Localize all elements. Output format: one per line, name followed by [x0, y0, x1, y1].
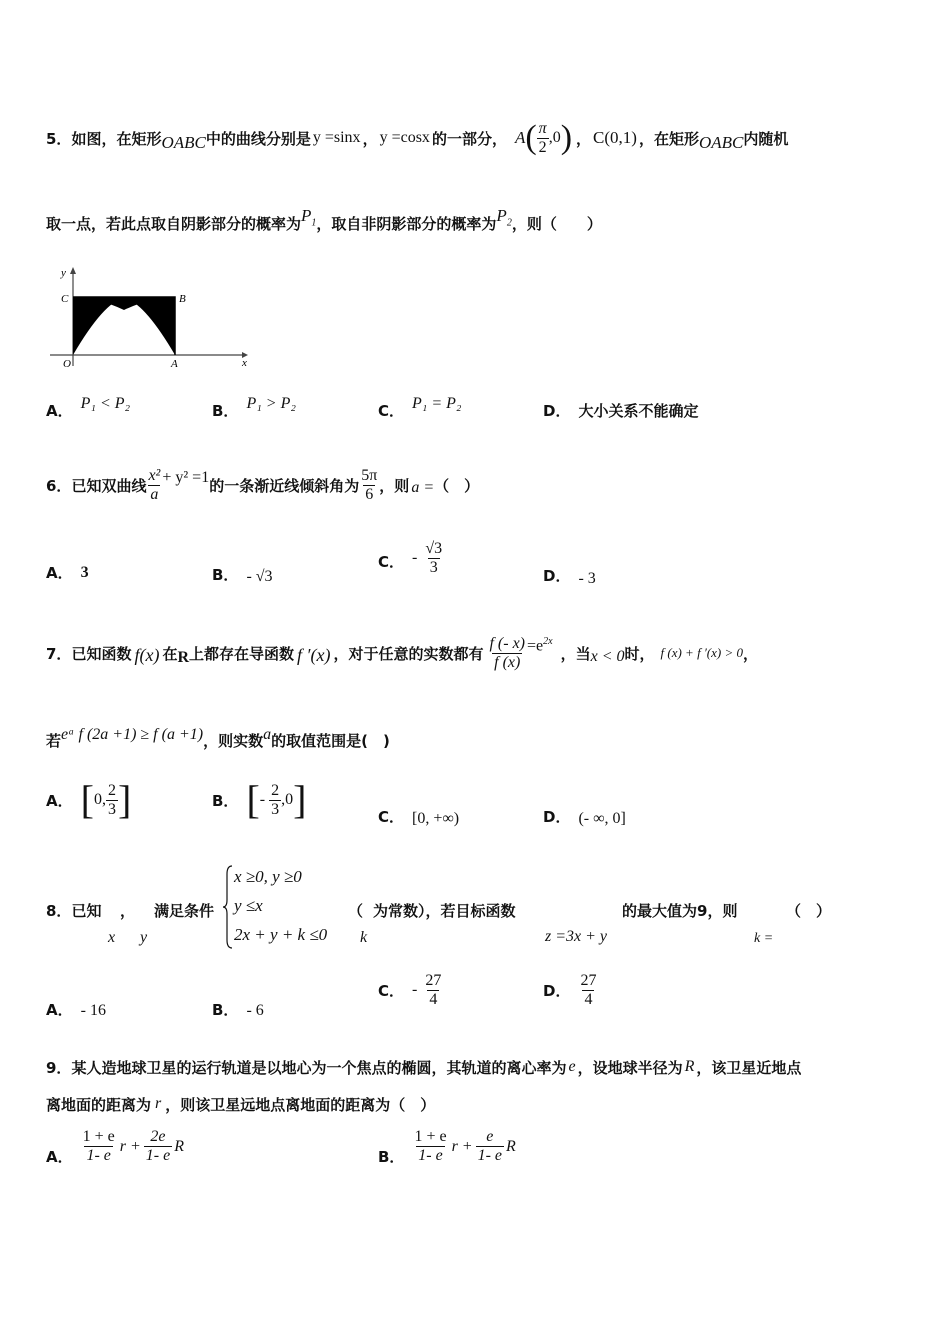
- q5-line2-b: ，取自非阴影部分的概率为: [316, 214, 497, 233]
- q7-line2: [46, 722, 390, 758]
- q5-point-c: C(0,1): [593, 128, 637, 147]
- q8-z: z =3x + y: [545, 928, 608, 945]
- q7-option-c[interactable]: C． [0, +∞): [378, 807, 460, 827]
- q6-x2-over-a: $\frac{\text{x²}}{a}$: [148, 466, 161, 503]
- q9-e: e: [568, 1058, 576, 1075]
- q7-text-6: 时，: [624, 644, 655, 663]
- q5-line1: [46, 118, 788, 158]
- q8-sep: ，: [120, 902, 136, 920]
- q9-l2-a: 离地面的距离为: [46, 1095, 152, 1114]
- q6-text-2: 的一条渐近线倾斜角为: [209, 476, 360, 495]
- q9-r-small: r: [155, 1095, 162, 1112]
- q5-text-4: ，在矩形: [638, 129, 699, 148]
- q9-option-b[interactable]: B． $\frac{1 + e}{1- e}$ r + $\frac{e}{1- e}$ R: [378, 1128, 516, 1166]
- q5-sep: ，: [362, 129, 378, 148]
- q6-5pi-over-6: $\frac{5\pi}{6}$: [361, 466, 378, 503]
- q7-exp: $=e^{2x}$: [527, 636, 553, 655]
- q7-text-5: ，当: [560, 644, 591, 663]
- q5-oabc: OABC: [161, 133, 206, 152]
- q7-option-b[interactable]: B． [ - $\frac{2}{3}$ ,0 ]: [212, 777, 307, 822]
- q7-line1: [46, 622, 758, 684]
- q9-line2: [46, 1091, 435, 1117]
- label-c: C: [61, 293, 69, 305]
- q7-ineq: f (x) + f ′(x) > 0: [660, 645, 743, 660]
- q7-number: 7．: [46, 644, 72, 663]
- q5-option-a[interactable]: A． P₁ < P₂: [46, 394, 131, 420]
- q6-text-3: ，则: [379, 476, 410, 495]
- q7-cond: x < 0: [590, 648, 625, 665]
- q5-cos: y =cosx: [379, 129, 430, 146]
- q8-number: 8．已知: [46, 902, 102, 920]
- q7-text-4: ，对于任意的实数都有: [333, 644, 484, 663]
- q9-l1-b: ，设地球半径为: [577, 1058, 683, 1077]
- q6-option-c[interactable]: C． - $\frac{√3}{3}$: [378, 540, 443, 576]
- q5-text-5: 内随机: [743, 129, 789, 148]
- q5-text-1: 如图，在矩形: [71, 129, 162, 148]
- q8-x: x: [108, 929, 116, 946]
- q8-cond-3: 2x + y + k ≤0: [234, 925, 328, 944]
- q9-number: 9．: [46, 1058, 72, 1077]
- y-axis-arrow: [70, 267, 76, 274]
- q5-line2-a: 取一点，若此点取自阴影部分的概率为: [46, 214, 302, 233]
- q7-fpx: f ′(x): [297, 644, 331, 665]
- q9-l1-a: 某人造地球卫星的运行轨道是以地心为一个焦点的椭圆，其轨道的离心率为: [71, 1058, 567, 1077]
- q7-text-3: 上都存在导函数: [189, 644, 295, 663]
- q8-option-b[interactable]: B． - 6: [212, 1000, 264, 1019]
- q7-l2-b: ，则实数: [203, 731, 264, 750]
- q5-option-d[interactable]: D． 大小关系不能确定: [543, 402, 699, 420]
- q8-text-5: 的最大值为9，则: [622, 902, 738, 920]
- q9-option-a[interactable]: A． $\frac{1 + e}{1- e}$ r + $\frac{2e}{1- e}$ R: [46, 1128, 184, 1166]
- q7-option-d[interactable]: D． (- ∞, 0]: [543, 807, 626, 827]
- q5-point-a: A: [514, 128, 526, 147]
- q7-fx: f(x): [134, 644, 160, 665]
- q6-text-4: （ ）: [434, 476, 480, 495]
- q7-frac: $\frac{f (- x)}{f (x)}$: [489, 634, 525, 671]
- q5-option-b[interactable]: B． P₁ > P₂: [212, 394, 296, 420]
- q5-zero: ,0: [548, 129, 561, 146]
- q8-text-2: 满足条件: [154, 902, 215, 920]
- q5-option-c[interactable]: C． P₁ = P₂: [378, 394, 462, 420]
- q5-p2: $P_2$: [496, 205, 512, 229]
- q5-p1: $P_1$: [301, 205, 317, 229]
- q6-option-b[interactable]: B． - √3: [212, 565, 273, 585]
- q7-text-7: ，: [742, 644, 758, 663]
- label-a: A: [171, 358, 178, 370]
- q7-l2-var: a: [263, 726, 272, 743]
- q6-c-frac: $\frac{√3}{3}$: [425, 540, 443, 576]
- label-b: B: [179, 293, 186, 305]
- q6-option-d[interactable]: D． - 3: [543, 566, 596, 587]
- q5-figure: [44, 262, 254, 374]
- q8-cond-1: x ≥0, y ≥0: [234, 867, 302, 886]
- q9-r-big: R: [684, 1058, 695, 1075]
- q8-k: k: [360, 929, 368, 946]
- q5-pi-over-2: $\frac{\pi}{2}$: [538, 119, 547, 156]
- q7-l2-a: 若: [46, 731, 62, 750]
- q8-option-d[interactable]: D． $\frac{27}{4}$: [543, 972, 597, 1008]
- q8-y: y: [140, 929, 148, 946]
- q8-system: [234, 862, 327, 949]
- q6-a-eq: a =: [411, 479, 435, 496]
- label-y: y: [61, 267, 66, 279]
- q8-option-a[interactable]: A． - 16: [46, 1000, 106, 1019]
- q5-paren-right: ): [560, 119, 573, 156]
- q5-sin: y =sinx: [312, 129, 361, 146]
- q5-comma: ，: [576, 129, 592, 148]
- q8-cond-2: y ≤x: [234, 896, 263, 915]
- q6-rest: + y² =1: [162, 469, 210, 486]
- q8-k-eq: k =: [754, 931, 774, 946]
- q7-text-1: 已知函数: [71, 644, 132, 663]
- q9-l1-c: ，该卫星近地点: [696, 1058, 802, 1077]
- label-x: x: [242, 357, 247, 369]
- q5-text-3: 的一部分，: [431, 129, 507, 148]
- label-o: O: [63, 358, 71, 370]
- q8-option-c[interactable]: C． - $\frac{27}{4}$: [378, 972, 442, 1008]
- q8-paren-open: （: [348, 902, 364, 920]
- q9-l2-b: ，则该卫星远地点离地面的距离为（ ）: [165, 1095, 436, 1114]
- q5-oabc-2: OABC: [698, 133, 744, 152]
- q8-text-4: 为常数），若目标函数: [373, 902, 516, 920]
- q7-l2-c: 的取值范围是( ): [271, 731, 390, 750]
- q9-line1: [46, 1054, 801, 1080]
- q7-option-a[interactable]: A． [ 0, $\frac{2}{3}$ ]: [46, 777, 132, 822]
- q5-line2-c: ，则（ ）: [511, 214, 602, 233]
- q5-line2: [46, 205, 602, 241]
- q5-text-2: 中的曲线分别是: [205, 129, 311, 148]
- q7-r: R: [177, 649, 190, 666]
- q8-brace: [222, 864, 234, 950]
- q5-number: 5．: [46, 129, 72, 148]
- q7-text-2: 在: [162, 644, 178, 663]
- q6-line: [46, 457, 479, 513]
- q5-paren-left: (: [525, 119, 537, 156]
- q6-text-1: 已知双曲线: [71, 476, 147, 495]
- q6-number: 6．: [46, 476, 72, 495]
- q7-l2-ineq: eᵃ f (2a +1) ≥ f (a +1): [61, 726, 204, 743]
- q8-text-6: （ ）: [786, 902, 832, 920]
- q6-option-a[interactable]: A． 3: [46, 563, 89, 582]
